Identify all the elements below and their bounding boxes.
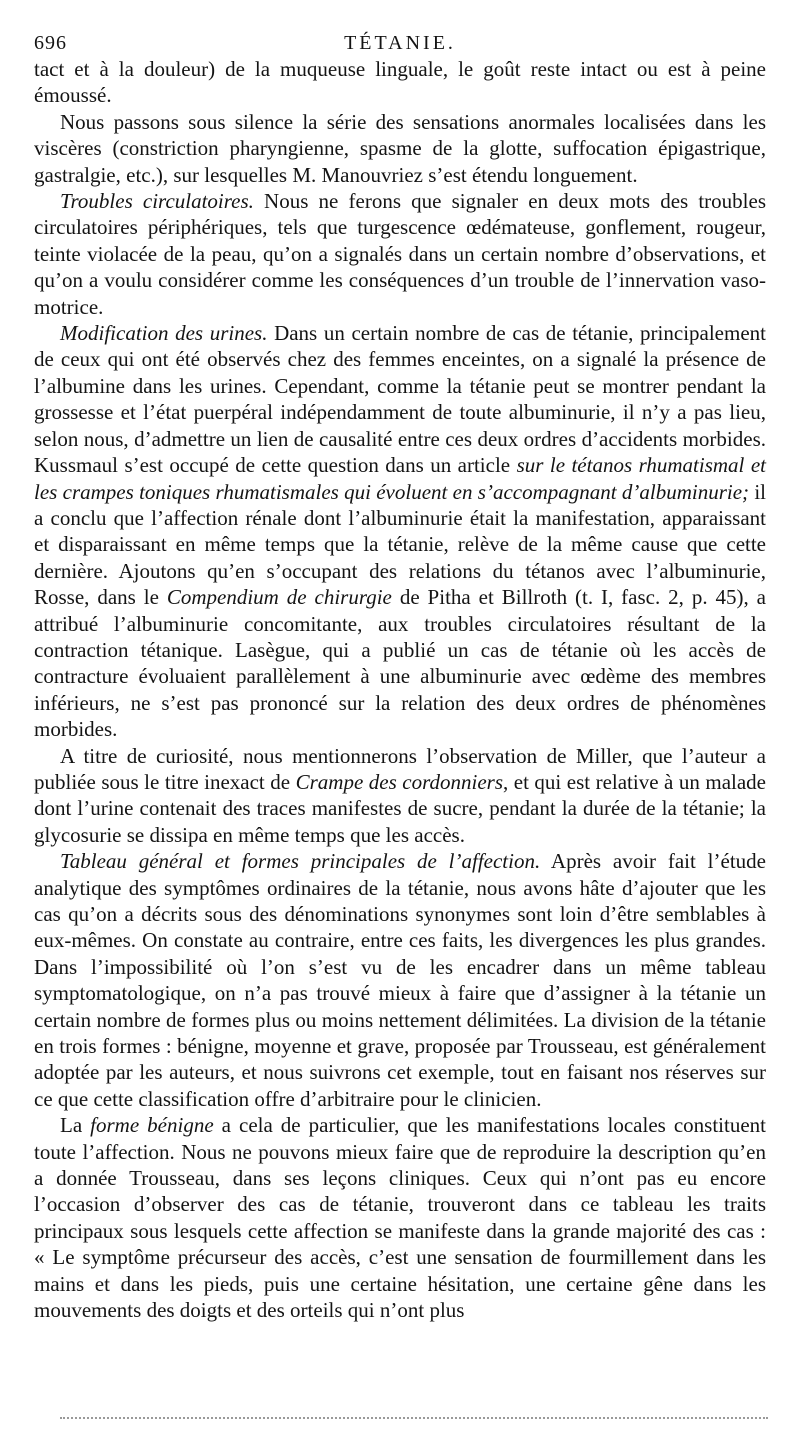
footer-rule <box>60 1417 768 1419</box>
paragraph <box>34 56 766 109</box>
text-run: a cela de particulier, que les manifestations locales constituent toute l’affection. Nous ne pouvons mieux faire que de reproduire la description qu’en a donnée Trousseau, dans ses leçons cliniques. Ceux qui n’ont pas eu encore l’occasion d’observer des cas de tétanie, trouveront dans ce tableau les traits principaux sous lesquels cette affection se manifeste dans la grande majorité des cas : « Le symptôme précurseur des accès, c’est une sensation de fourmillement dans les mains et dans les pieds, puis une certaine hésitation, une certaine gêne dans les mouvements des doigts et des orteils qui n’ont plus <box>34 1113 766 1323</box>
text-run: Nous ne ferons que signaler en deux mots des troubles circulatoires périphériques, tels que turgescence œdémateuse, gonflement, rougeur, teinte violacée de la peau, qu’on a signalés dans un certain nombre d’observations, et qu’on a voulu considérer comme les conséquences d’un trouble de l’innervation vaso-motrice. <box>34 189 766 319</box>
italic-text: Tableau général et formes principales de l’affection. <box>60 849 541 874</box>
paragraph <box>34 188 766 320</box>
italic-text: Compendium de chirurgie <box>166 585 392 610</box>
text-run: de Pitha et Billroth (t. I, fasc. 2, p. 45), a attribué l’albuminurie concomitante, aux troubles circulatoires résultant de la contraction tétanique. Lasègue, qui a publié un cas de tétanie où les accès de contracture évoluaient parallèlement à une albuminurie avec œdème des membres inférieurs, ne s’est pas prononcé sur la relation des deux ordres de phénomènes morbides. <box>34 585 766 742</box>
body-text <box>34 56 766 1324</box>
text-run: Dans un certain nombre de cas de tétanie, principalement de ceux qui ont été observés chez des femmes enceintes, on a signalé la présence de l’albumine dans les urines. Cependant, comme la tétanie peut se montrer pendant la grossesse et l’état puerpéral indépendamment de toute albuminurie, il n’y a pas lieu, selon nous, d’admettre un lien de causalité entre ces deux ordres d’accidents morbides. Kussmaul s’est occupé de cette question dans un article <box>34 321 766 478</box>
paragraph <box>34 320 766 743</box>
italic-text: forme bénigne <box>90 1113 214 1138</box>
paragraph <box>34 743 766 849</box>
document-page <box>34 22 766 1324</box>
italic-text: Crampe des cordonniers <box>295 769 503 794</box>
paragraph <box>34 109 766 188</box>
text-run: , et qui est relative à un malade dont l’urine contenait des traces manifestes de sucre, pendant la durée de la tétanie; la glycosurie se dissipa en même temps que les accès. <box>34 769 767 847</box>
page-header <box>34 22 766 56</box>
text-run: tact et à la douleur) de la muqueuse linguale, le goût reste intact ou est à peine émoussé. <box>34 57 766 108</box>
text-run: Nous passons sous silence la série des sensations anormales localisées dans les viscères (constriction pharyngienne, spasme de la glotte, suffocation épigastrique, gastralgie, etc.), sur lesquelles M. Manouvriez s’est étendu longuement. <box>34 109 766 187</box>
page-number: 696 <box>34 32 67 54</box>
italic-text: sur le tétanos rhumatismal et les crampes toniques rhumatismales qui évoluent en s’accompagnant d’albuminurie; <box>34 453 766 504</box>
text-run: il a conclu que l’affection rénale dont l’albuminurie était la manifestation, apparaissant et disparaissant en même temps que la tétanie, relève de la même cause que cette dernière. Ajoutons qu’en s’occupant des relations du tétanos avec l’albuminurie, Rosse, dans le <box>34 479 766 610</box>
text-run: Après avoir fait l’étude analytique des symptômes ordinaires de la tétanie, nous avons hâte d’ajouter que les cas qu’on a décrits sous des dénominations synonymes sont loin d’être semblables à eux-mêmes. On constate au contraire, entre ces faits, les divergences les plus grandes. Dans l’impossibilité où l’on s’est vu de les encadrer dans un même tableau symptomatologique, on n’a pas trouvé mieux à faire que d’assigner à la tétanie un certain nombre de formes plus ou moins nettement délimitées. La division de la tétanie en trois formes : bénigne, moyenne et grave, proposée par Trousseau, est généralement adoptée par les auteurs, et nous suivrons cet exemple, tout en faisant nos réserves sur ce que cette classification offre d’arbitraire pour le clinicien. <box>34 849 766 1111</box>
paragraph <box>34 848 766 1112</box>
text-run: La <box>60 1113 91 1138</box>
italic-text: Modification des urines. <box>60 321 268 346</box>
italic-text: Troubles circulatoires. <box>60 189 254 214</box>
text-run: A titre de curiosité, nous mentionnerons l’observation de Miller, que l’auteur a publiée sous le titre inexact de <box>34 743 766 794</box>
paragraph <box>34 1112 766 1323</box>
running-title: TÉTANIE. <box>344 32 456 54</box>
